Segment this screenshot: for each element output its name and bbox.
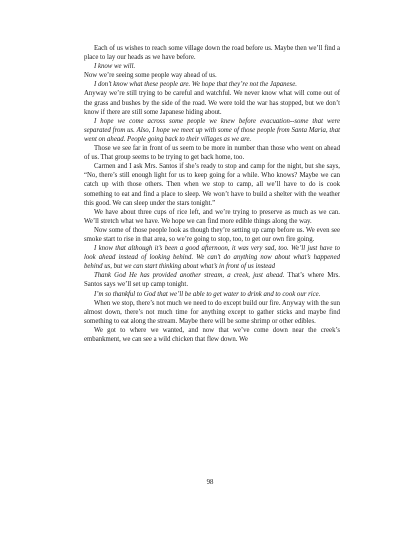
paragraph: Now we’re seeing some people way ahead of us.	[84, 72, 217, 80]
paragraph: I know we will.	[94, 63, 136, 71]
paragraph: We have about three cups of rice left, and we’re trying to preserve as much as we can. We’ll stretch what we have. We hope we can find more edible things along the way.	[84, 208, 340, 225]
paragraph	[84, 271, 340, 289]
paragraph: I don’t know what these people are. We hope that they’re not the Japanese.	[94, 81, 297, 89]
paragraph: Those we see far in front of us seem to be more in number than those who went on ahead of us. That group seems to be trying to get back home, too.	[84, 145, 340, 162]
paragraph-run-normal: That’s where Mrs. Santos says we’ll set up camp tonight.	[84, 272, 341, 289]
paragraph: Now some of those people look as though they’re setting up camp before us. We even see smoke start to rise in that area, so we’re going to stop, too, to get our own fire going.	[84, 226, 340, 243]
paragraph: I know that although it’s been a good afternoon, it was very sad, too. We’ll just have to look ahead instead of looking behind. We can’t do anything now about what’s happened behind us, but we can start thinking about what’s in front of us instead	[84, 245, 340, 271]
paragraph: Anyway we’re still trying to be careful and watchful. We never know what will come out of the grass and bushes by the side of the road. We were told the war has stopped, but we don’t know if there are still some Japanese hiding about.	[84, 90, 340, 116]
body-text	[84, 44, 340, 344]
paragraph: Each of us wishes to reach some village down the road before us. Maybe then we’ll find a place to lay our heads as we have before.	[84, 45, 340, 62]
page-number: 98	[206, 479, 214, 486]
paragraph: I hope we come across some people we knew before evacuation--some that were separated from us. Also, I hope we meet up with some of those people from Santa Maria, that went on ahead. People going back to their villages as we are.	[84, 117, 340, 143]
paragraph: We got to where we wanted, and now that we’ve come down near the creek’s embankment, we can see a wild chicken that flew down. We	[84, 326, 340, 343]
paragraph: Carmen and I ask Mrs. Santos if she’s ready to stop and camp for the night, but she says, “No, there’s still enough light for us to keep going for a while. Who knows? Maybe we can catch up with those others. Then when we stop to camp, all we’ll have to do is cook something to eat and find a place to sleep. We won’t have to build a shelter with the weather this good. We can sleep under the stars tonight.”	[84, 163, 340, 207]
paragraph: I’m so thankful to God that we’ll be able to get water to drink and to cook our rice.	[94, 290, 321, 298]
paragraph: When we stop, there’s not much we need to do except build our fire. Anyway with the sun almost down, there’s not much time for anything except to gather sticks and maybe find something to eat along the stream. Maybe there will be some shrimp or other edibles.	[84, 299, 340, 325]
paragraph-run-italic: Thank God He has provided another stream, a creek, just ahead.	[94, 272, 285, 280]
